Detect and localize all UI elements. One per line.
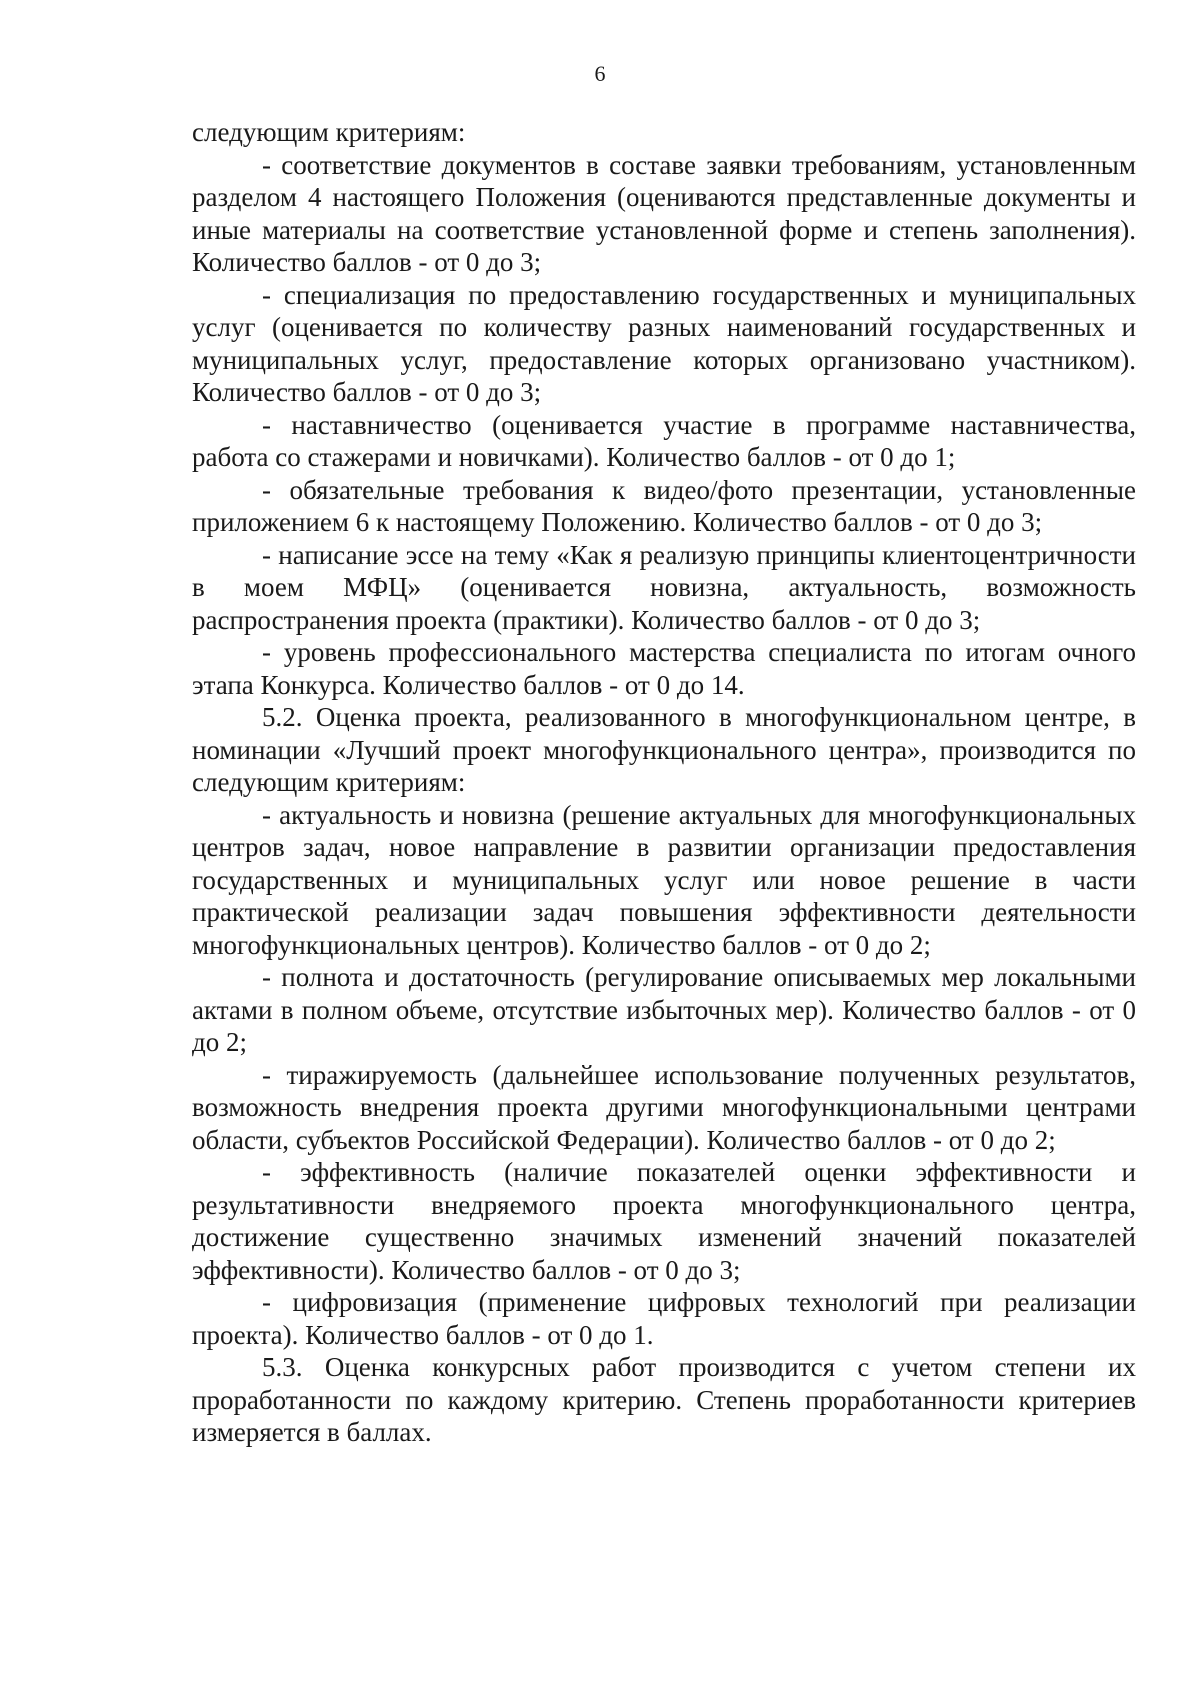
paragraph-intro: следующим критериям:: [192, 117, 466, 147]
paragraph-criterion-specialization: - специализация по предоставлению государственных и муниципальных услуг (оценивается по количеству разных наименований государственных и муниципальных услуг, предоставление которых организовано участником). Количество баллов - от 0 до 3;: [192, 279, 1136, 407]
paragraph-criterion-mentoring: - наставничество (оценивается участие в программе наставничества, работа со стажерами и новичками). Количество баллов - от 0 до 1;: [192, 409, 1136, 472]
paragraph-criterion-skill: - уровень профессионального мастерства специалиста по итогам очного этапа Конкурса. Количество баллов - от 0 до 14.: [192, 637, 1136, 700]
paragraph-criterion-digitalization: - цифровизация (применение цифровых технологий при реализации проекта). Количество баллов - от 0 до 1.: [192, 1287, 1136, 1350]
paragraph-section-5-3: 5.3. Оценка конкурсных работ производится с учетом степени их проработанности по каждому критерию. Степень проработанности критериев измеряется в баллах.: [192, 1352, 1136, 1447]
paragraph-criterion-documents: - соответствие документов в составе заявки требованиям, установленным разделом 4 настоящего Положения (оцениваются представленные документы и иные материалы на соответствие установленной форме и степень заполнения). Количество баллов - от 0 до 3;: [192, 149, 1136, 277]
paragraph-criterion-efficiency: - эффективность (наличие показателей оценки эффективности и результативности внедряемого проекта многофункционального центра, достижение существенно значимых изменений значений показателей эффективности). Количество баллов - от 0 до 3;: [192, 1157, 1136, 1285]
paragraph-criterion-completeness: - полнота и достаточность (регулирование описываемых мер локальными актами в полном объеме, отсутствие избыточных мер). Количество баллов - от 0 до 2;: [192, 962, 1136, 1057]
paragraph-criterion-essay: - написание эссе на тему «Как я реализую принципы клиентоцентричности в моем МФЦ» (оценивается новизна, актуальность, возможность распространения проекта (практики). Количество баллов - от 0 до 3;: [192, 539, 1136, 635]
document-body: [192, 116, 1136, 1449]
paragraph-section-5-2: 5.2. Оценка проекта, реализованного в многофункциональном центре, в номинации «Лучший проект многофункционального центра», производится по следующим критериям:: [192, 702, 1136, 797]
paragraph-criterion-relevance: - актуальность и новизна (решение актуальных для многофункциональных центров задач, новое направление в развитии организации предоставления государственных и муниципальных услуг или новое решение в части практической реализации задач повышения эффективности деятельности многофункциональных центров). Количество баллов - от 0 до 2;: [192, 799, 1136, 960]
page-number: 6: [594, 61, 606, 86]
paragraph-criterion-video: - обязательные требования к видео/фото презентации, установленные приложением 6 к настоящему Положению. Количество баллов - от 0 до 3;: [192, 474, 1136, 537]
paragraph-criterion-replicability: - тиражируемость (дальнейшее использование полученных результатов, возможность внедрения проекта другими многофункциональными центрами области, субъектов Российской Федерации). Количество баллов - от 0 до 2;: [192, 1059, 1136, 1155]
